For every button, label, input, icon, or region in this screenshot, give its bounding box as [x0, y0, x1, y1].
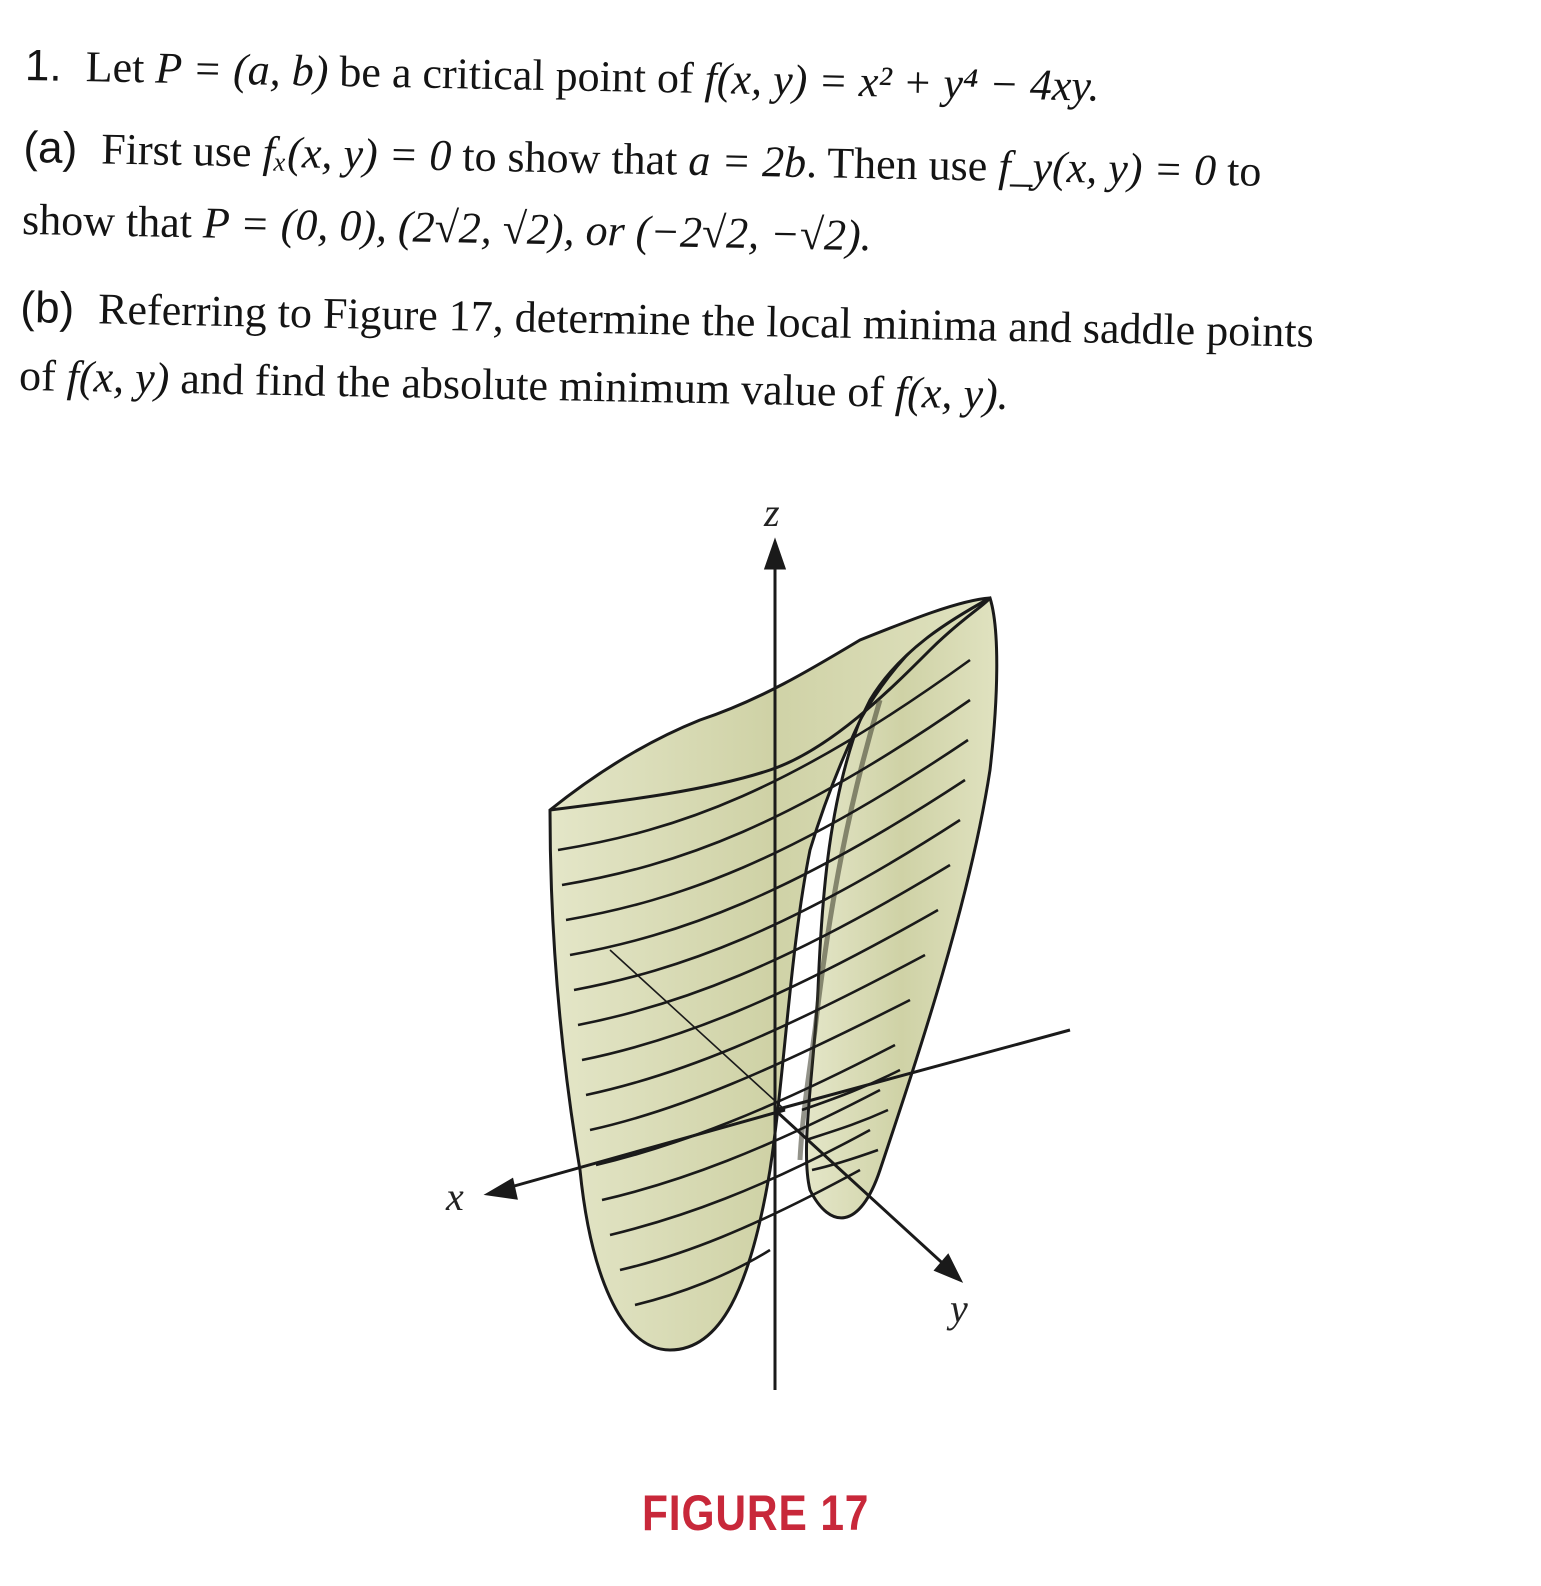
part-b-text-1: Referring to Figure 17, determine the local minima and saddle points	[97, 284, 1315, 357]
part-b-math-f-2: f(x, y).	[894, 367, 1010, 419]
z-axis-label: z	[764, 490, 780, 535]
part-a-text-4: to	[1215, 145, 1262, 196]
problem-text-mid: be a critical point of	[327, 46, 706, 104]
part-b-cont-text-1: of	[18, 350, 68, 401]
x-axis-arrow	[488, 1180, 516, 1198]
part-b-line-1	[19, 282, 1315, 357]
figure-caption: FIGURE 17	[642, 1485, 870, 1541]
part-a-cont-text: show that	[21, 194, 204, 248]
problem-number: 1.	[24, 40, 63, 91]
part-a-critical-points: P = (0, 0), (2√2, √2), or (−2√2, −√2).	[202, 198, 873, 261]
part-a-line-1	[23, 122, 1262, 196]
x-axis-label: x	[446, 1174, 464, 1219]
part-b-cont-text-2: and find the absolute minimum value of	[168, 353, 896, 417]
y-axis-label: y	[950, 1286, 968, 1331]
surface-plot	[430, 470, 1130, 1430]
function-definition: f(x, y) = x² + y⁴ − 4xy.	[704, 54, 1100, 111]
part-a-text-2: to show that	[450, 131, 689, 185]
part-a-math-a2b: a = 2b	[687, 135, 807, 187]
point-definition: P = (a, b)	[154, 43, 329, 96]
part-b-label: (b)	[19, 282, 75, 333]
z-axis-arrow	[766, 542, 784, 568]
problem-text	[18, 18, 1526, 419]
part-b-line-2	[18, 350, 1010, 419]
problem-lead: Let	[85, 42, 156, 93]
part-a-text-3: . Then use	[805, 138, 999, 191]
part-a-line-2	[21, 194, 873, 261]
part-a-math-fy: f_y(x, y) = 0	[997, 141, 1217, 195]
problem-statement	[24, 40, 1100, 111]
part-a-math-fx: fₓ(x, y) = 0	[262, 127, 452, 181]
part-a-text-1: First use	[100, 124, 264, 177]
part-a-label: (a)	[23, 122, 78, 174]
part-b-math-f: f(x, y)	[66, 351, 170, 403]
figure-17	[430, 470, 1130, 1430]
